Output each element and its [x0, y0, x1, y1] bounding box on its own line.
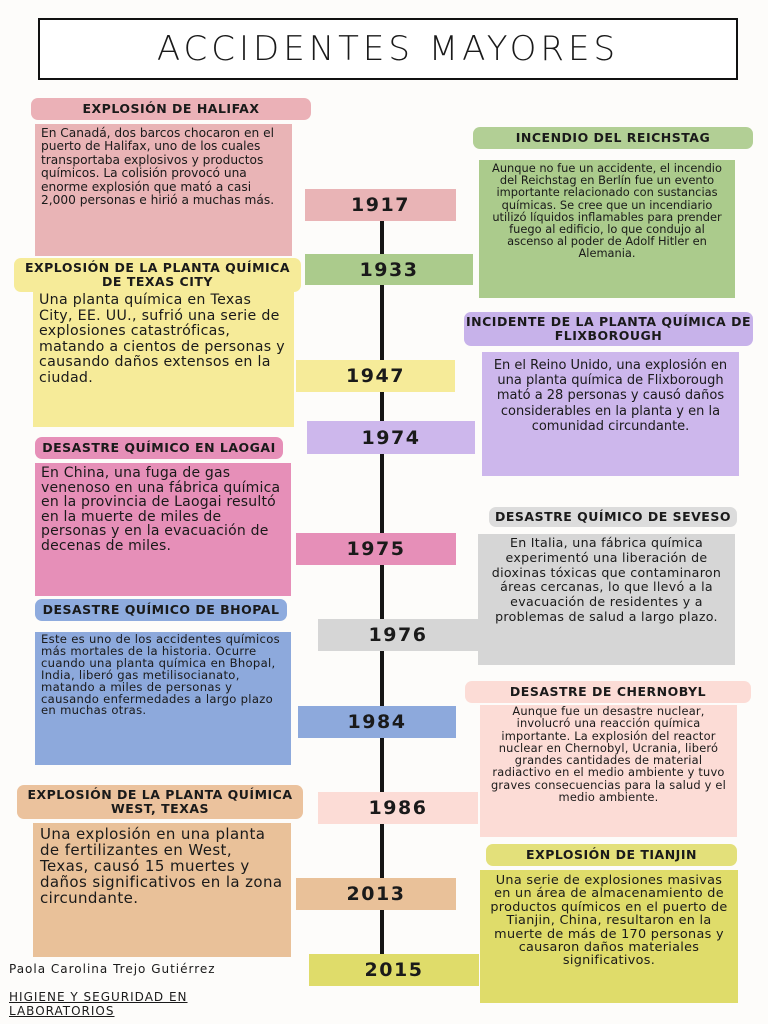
event-description-chernobyl: Aunque fue un desastre nuclear, involucró una reacción química importante. La explosión del reactor nuclear en Chernobyl, Ucrania, liberó grandes cantidades de material radiactivo en el medio ambiente y tuvo graves consecuencias para la salud y el medio ambiente.: [480, 705, 737, 837]
event-header-seveso: DESASTRE QUÍMICO DE SEVESO: [489, 507, 737, 527]
event-header-halifax: EXPLOSIÓN DE HALIFAX: [31, 98, 311, 120]
year-marker-1974: 1974: [307, 421, 475, 454]
title-box: [38, 18, 738, 80]
event-description-tianjin: Una serie de explosiones masivas en un área de almacenamiento de productos químicos en el puerto de Tianjin, China, resultaron en la muerte de más de 170 personas y causaron daños materiales significativos.: [480, 870, 738, 1003]
event-header-texas-city: EXPLOSIÓN DE LA PLANTA QUÍMICA DE TEXAS CITY: [14, 258, 301, 292]
event-description-halifax: En Canadá, dos barcos chocaron en el puerto de Halifax, uno de los cuales transportaba explosivos y productos químicos. La colisión provocó una enorme explosión que mató a casi 2,000 personas e hirió a muchas más.: [35, 124, 292, 256]
event-description-flixborough: En el Reino Unido, una explosión en una planta química de Flixborough mató a 28 personas y causó daños considerables en la planta y en la comunidad circundante.: [482, 352, 739, 476]
year-marker-1986: 1986: [318, 792, 478, 824]
event-description-bhopal: Este es uno de los accidentes químicos más mortales de la historia. Ocurre cuando una planta química en Bhopal, India, liberó gas metilisocianato, matando a miles de personas y causando enfermedades a largo plazo en muchas otras.: [35, 632, 291, 765]
event-description-west-texas: Una explosión en una planta de fertilizantes en West, Texas, causó 15 muertes y daños significativos en la zona circundante.: [33, 823, 291, 957]
year-marker-1947: 1947: [296, 360, 455, 392]
event-header-chernobyl: DESASTRE DE CHERNOBYL: [465, 681, 751, 703]
year-marker-1976: 1976: [318, 619, 478, 651]
event-header-west-texas: EXPLOSIÓN DE LA PLANTA QUÍMICA WEST, TEXAS: [17, 785, 303, 819]
author-name: Paola Carolina Trejo Gutiérrez: [9, 962, 216, 976]
event-header-bhopal: DESASTRE QUÍMICO DE BHOPAL: [35, 599, 287, 621]
course-name: HIGIENE Y SEGURIDAD EN LABORATORIOS: [9, 990, 188, 1018]
timeline-line: [380, 215, 384, 957]
event-description-texas-city: Una planta química en Texas City, EE. UU., sufrió una serie de explosiones catastróficas, matando a cientos de personas y causando daños extensos en la ciudad.: [33, 290, 294, 427]
year-marker-1975: 1975: [296, 533, 456, 565]
event-header-tianjin: EXPLOSIÓN DE TIANJIN: [486, 844, 737, 866]
page-title: ACCIDENTES MAYORES: [156, 29, 620, 69]
event-header-laogai: DESASTRE QUÍMICO EN LAOGAI: [35, 437, 283, 459]
event-description-seveso: En Italia, una fábrica química experimentó una liberación de dioxinas tóxicas que contaminaron áreas cercanas, lo que llevó a la evacuación de residentes y a problemas de salud a largo plazo.: [478, 534, 735, 665]
year-marker-2013: 2013: [296, 878, 456, 910]
year-marker-2015: 2015: [309, 954, 479, 986]
event-description-reichstag: Aunque no fue un accidente, el incendio del Reichstag en Berlín fue un evento importante relacionado con sustancias químicas. Se cree que un incendiario utilizó líquidos inflamables para prender fuego al edificio, lo que condujo al ascenso al poder de Adolf Hitler en Alemania.: [479, 160, 735, 298]
event-header-reichstag: INCENDIO DEL REICHSTAG: [473, 127, 753, 149]
event-header-flixborough: INCIDENTE DE LA PLANTA QUÍMICA DE FLIXBOROUGH: [464, 312, 753, 346]
year-marker-1984: 1984: [298, 706, 456, 738]
year-marker-1933: 1933: [305, 254, 473, 285]
year-marker-1917: 1917: [305, 189, 456, 221]
event-description-laogai: En China, una fuga de gas venenoso en una fábrica química en la provincia de Laogai resultó en la muerte de miles de personas y en la evacuación de decenas de miles.: [35, 463, 291, 596]
